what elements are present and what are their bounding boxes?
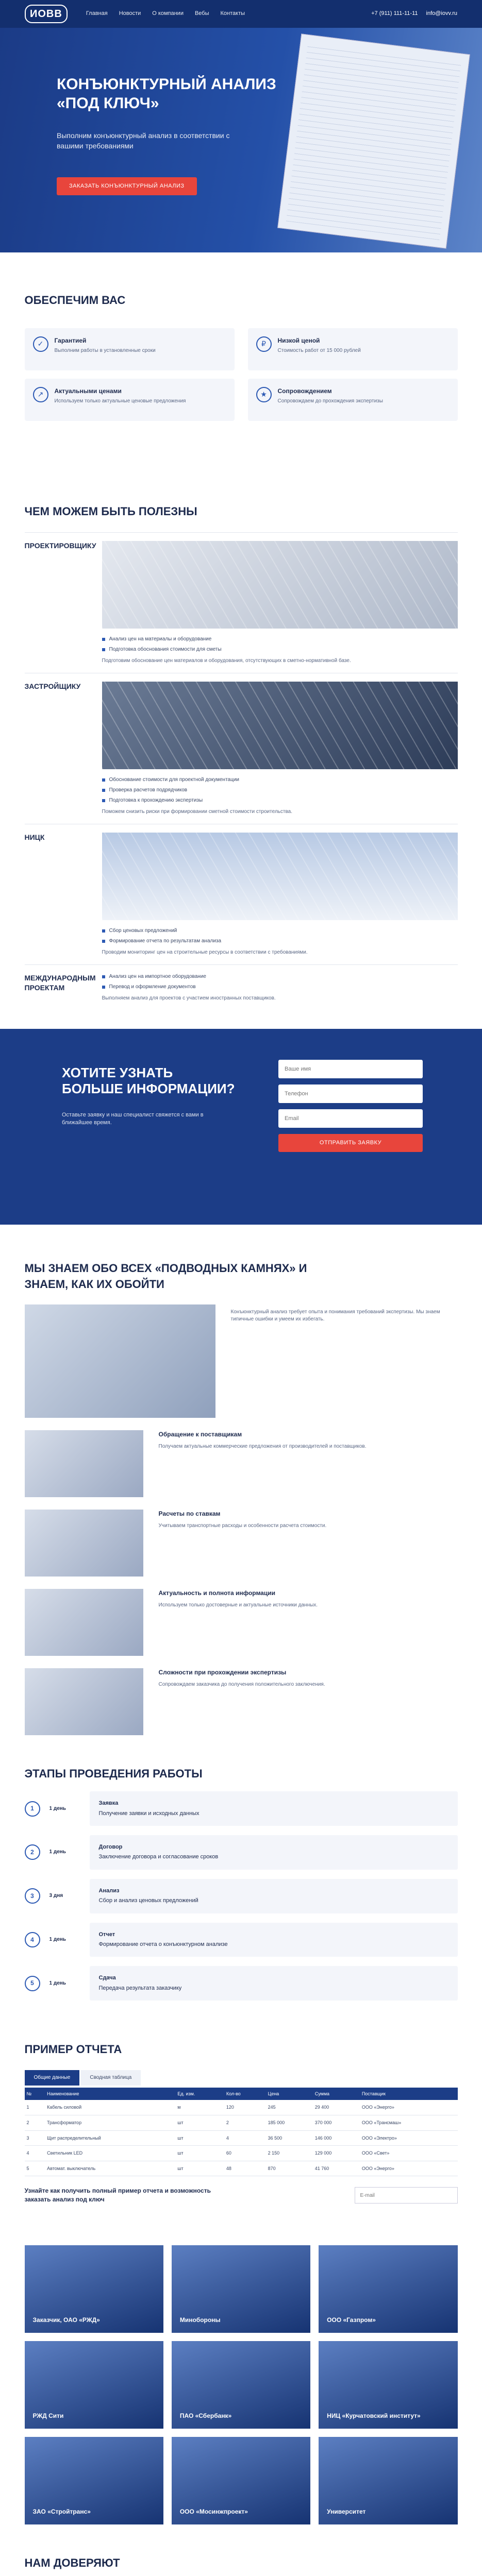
pitfall-text: Получаем актуальные коммерческие предложения от производителей и поставщиков. [158,1444,367,1450]
bullet: Проверка расчетов подрядчиков [102,787,458,794]
pitfall-title: Актуальность и полнота информации [158,1589,275,1597]
card-text: Сопровождаем до прохождения экспертизы [277,398,383,404]
row-text: Выполняем анализ для проектов с участием иностранных поставщиков. [102,995,276,1001]
table-cell: 60 [224,2146,266,2161]
pitfall-title: Сложности при прохождении экспертизы [158,1669,287,1676]
stage-title: Анализ [98,1887,120,1894]
hero-title: КОНЪЮНКТУРНЫЙ АНАЛИЗ «ПОД КЛЮЧ» [57,76,276,112]
hero-subtitle: Выполним конъюнктурный анализ в соответствии с вашими требованиями [57,131,230,150]
stage-title: Сдача [98,1975,116,1981]
stage-title: Отчет [98,1931,115,1938]
table-cell: 2 150 [266,2146,313,2161]
hero [0,28,482,252]
case-card[interactable] [319,2437,457,2524]
column-header: № [25,2088,45,2100]
tab-general[interactable]: Общие данные [25,2070,80,2086]
table-row [25,2146,458,2161]
card-title: Актуальными ценами [54,387,122,395]
building-image [102,682,458,769]
table-cell: 36 500 [266,2130,313,2146]
useful-section [25,468,458,1010]
card-text: Стоимость работ от 15 000 рублей [277,347,361,353]
stage-title: Договор [98,1843,123,1850]
cta-section [0,1029,482,1225]
stages-section [25,1735,458,2001]
pitfall-image [25,1668,143,1735]
table-cell: шт [175,2161,224,2176]
hero-order-button[interactable]: ЗАКАЗАТЬ КОНЪЮНКТУРНЫЙ АНАЛИЗ [57,177,197,195]
case-card[interactable] [319,2245,457,2333]
provide-card [248,328,458,370]
table-cell: 48 [224,2161,266,2176]
case-label: Университет [327,2508,366,2516]
table-cell: 41 760 [313,2161,360,2176]
case-label: Минобороны [179,2316,221,2324]
row-label: ПРОЕКТИРОВЩИКУ [24,541,96,550]
case-card[interactable] [25,2341,163,2429]
cta-submit-button[interactable]: ОТПРАВИТЬ ЗАЯВКУ [278,1134,423,1152]
row-label: МЕЖДУНАРОДНЫМ ПРОЕКТАМ [24,973,96,992]
pitfall-text: Используем только достоверные и актуальные источники данных. [158,1602,318,1608]
table-cell: ООО «Трансмаш» [360,2115,458,2131]
case-card[interactable] [172,2341,310,2429]
logo[interactable]: ИОВВ [25,5,68,23]
provide-card [25,328,235,370]
card-title: Низкой ценой [277,336,320,344]
stages-title: ЭТАПЫ ПРОВЕДЕНИЯ РАБОТЫ [24,1767,203,1781]
cta-title: ХОТИТЕ УЗНАТЬ БОЛЬШЕ ИНФОРМАЦИИ? [62,1064,235,1096]
table-cell: 870 [266,2161,313,2176]
stage-number: 2 [25,1844,40,1860]
useful-row [25,964,458,1010]
name-input[interactable] [278,1060,423,1078]
table-cell: 129 000 [313,2146,360,2161]
pitfall-image [25,1430,143,1497]
card-title: Сопровождением [277,387,332,395]
documents-image [25,1304,215,1418]
stage-number: 4 [25,1932,40,1947]
table-cell: 245 [266,2100,313,2115]
stage-duration: 1 день [49,1849,66,1855]
useful-row [25,673,458,824]
case-card[interactable] [25,2437,163,2524]
document-illustration [277,33,470,248]
pitfall-item [25,1589,458,1656]
table-cell: ООО «Электро» [360,2130,458,2146]
header-phone[interactable]: +7 (911) 111-11-11 [371,10,418,17]
stage-item [25,1835,458,1870]
trust-section [25,2524,458,2576]
table-cell: 146 000 [313,2130,360,2146]
table-cell: шт [175,2130,224,2146]
pitfall-title: Расчеты по ставкам [158,1510,221,1518]
stage-text: Передача результата заказчику [98,1985,182,1991]
table-row [25,2115,458,2131]
table-row [25,2100,458,2115]
trust-title: НАМ ДОВЕРЯЮТ [24,2556,120,2570]
table-cell: 2 [25,2115,45,2131]
table-cell: Кабель силовой [45,2100,175,2115]
column-header: Сумма [313,2088,360,2100]
table-cell: 4 [25,2146,45,2161]
stage-text: Заключение договора и согласование сроков [98,1854,219,1860]
case-label: НИЦ «Курчатовский институт» [327,2412,421,2420]
shield-icon: ✓ [33,336,48,352]
case-label: РЖД Сити [32,2412,64,2420]
case-card[interactable] [172,2437,310,2524]
report-cta-text: Узнайте как получить полный пример отчета и возможность заказать анализ под ключ [24,2187,211,2204]
crane-image [102,833,458,920]
pitfalls-title: МЫ ЗНАЕМ ОБО ВСЕХ «ПОДВОДНЫХ КАМНЯХ» И ЗНАЕМ, КАК ИХ ОБОЙТИ [24,1261,307,1291]
nav-item[interactable]: Контакты [220,10,245,17]
nav-item[interactable]: О компании [152,10,184,17]
column-header: Ед. изм. [175,2088,224,2100]
row-text: Проводим мониторинг цен на строительные ресурсы в соответствии с требованиями. [102,949,308,955]
provide-title: ОБЕСПЕЧИМ ВАС [24,294,126,307]
nav-item[interactable]: Главная [86,10,108,17]
email-input[interactable] [278,1109,423,1128]
case-card[interactable] [172,2245,310,2333]
stage-text: Получение заявки и исходных данных [98,1810,200,1817]
stage-number: 5 [25,1976,40,1991]
report-section [25,2001,458,2204]
pitfall-title: Обращение к поставщикам [158,1431,242,1438]
table-cell: 370 000 [313,2115,360,2131]
bullet: Анализ цен на материалы и оборудование [102,636,458,643]
card-title: Гарантией [54,336,87,344]
useful-row [25,824,458,964]
tab-summary[interactable]: Сводная таблица [80,2070,141,2086]
table-cell: Светильник LED [45,2146,175,2161]
useful-row [25,532,458,673]
handshake-icon: ★ [256,387,272,402]
table-cell: Щит распределительный [45,2130,175,2146]
cases-grid [25,2245,458,2524]
stage-number: 3 [25,1888,40,1904]
chart-icon: ↗ [33,387,48,402]
table-cell: 4 [224,2130,266,2146]
table-cell: ООО «Свет» [360,2146,458,2161]
bullet: Обоснование стоимости для проектной документации [102,776,458,784]
nav-item[interactable]: Новости [119,10,141,17]
row-label: ЗАСТРОЙЩИКУ [24,682,81,690]
table-cell: м [175,2100,224,2115]
ruble-icon: ₽ [256,336,272,352]
table-cell: 5 [25,2161,45,2176]
pitfalls-intro: Конъюнктурный анализ требует опыта и понимания требований экспертизы. Мы знаем типичные ошибки и умеем их избегать. [230,1309,440,1323]
cta-text: Оставьте заявку и наш специалист свяжется с вами в ближайшее время. [62,1111,204,1126]
provide-section [25,252,458,468]
table-cell: 120 [224,2100,266,2115]
bullet: Сбор ценовых предложений [102,927,458,935]
stage-item [25,1966,458,2001]
table-cell: 2 [224,2115,266,2131]
pitfall-item [25,1430,458,1497]
case-label: ЗАО «Стройтранс» [32,2508,91,2516]
header-email[interactable]: info@iovv.ru [426,10,457,17]
table-cell: 185 000 [266,2115,313,2131]
case-card[interactable] [25,2245,163,2333]
bullet: Анализ цен на импортное оборудование [102,973,458,980]
row-label: НИЦК [24,833,45,841]
case-label: ООО «Мосинжпроект» [179,2508,248,2516]
table-row [25,2130,458,2146]
stage-duration: 1 день [49,1805,66,1811]
case-label: ПАО «Сбербанк» [179,2412,232,2420]
pitfall-image [25,1510,143,1577]
column-header: Поставщик [360,2088,458,2100]
table-cell: ООО «Энерго» [360,2161,458,2176]
provide-card [25,379,235,421]
main-nav [86,10,371,18]
table-cell: шт [175,2115,224,2131]
provide-card [248,379,458,421]
table-cell: ООО «Энерго» [360,2100,458,2115]
nav-item[interactable]: Вебы [194,10,209,17]
pitfall-item [25,1668,458,1735]
case-card[interactable] [319,2341,457,2429]
pitfall-item [25,1510,458,1577]
stage-item [25,1879,458,1913]
card-text: Выполним работы в установленные сроки [54,347,156,353]
table-cell: шт [175,2146,224,2161]
bullet: Перевод и оформление документов [102,984,458,991]
useful-title: ЧЕМ МОЖЕМ БЫТЬ ПОЛЕЗНЫ [24,505,197,518]
stage-item [25,1791,458,1826]
row-text: Подготовим обоснование цен материалов и оборудования, отсутствующих в сметно-нормативной базе. [102,657,351,664]
bullet: Подготовка обоснования стоимости для сметы [102,646,458,653]
table-row [25,2161,458,2176]
column-header: Наименование [45,2088,175,2100]
pitfall-text: Сопровождаем заказчика до получения положительного заключения. [158,1682,325,1688]
cta-form [278,1060,423,1152]
stage-text: Формирование отчета о конъюнктурном анализе [98,1941,228,1947]
row-text: Поможем снизить риски при формировании сметной стоимости строительства. [102,808,293,815]
site-header [0,0,482,28]
stage-duration: 1 день [49,1980,66,1986]
stage-title: Заявка [98,1800,119,1807]
table-cell: Трансформатор [45,2115,175,2131]
bullet: Подготовка к прохождению экспертизы [102,797,458,804]
report-table [25,2088,458,2177]
table-cell: 3 [25,2130,45,2146]
stage-duration: 1 день [49,1936,66,1942]
blueprint-image [102,541,458,629]
pitfall-image [25,1589,143,1656]
table-cell: 29 400 [313,2100,360,2115]
card-text: Используем только актуальные ценовые предложения [54,398,186,404]
table-cell: 1 [25,2100,45,2115]
stage-text: Сбор и анализ ценовых предложений [98,1897,198,1904]
pitfalls-section [25,1225,458,1736]
phone-input[interactable] [278,1084,423,1103]
stage-duration: 3 дня [49,1893,63,1899]
case-label: Заказчик, ОАО «РЖД» [32,2316,100,2324]
case-label: ООО «Газпром» [327,2316,376,2324]
column-header: Цена [266,2088,313,2100]
pitfall-text: Учитываем транспортные расходы и особенности расчета стоимости. [158,1523,327,1529]
column-header: Кол-во [224,2088,266,2100]
bullet: Формирование отчета по результатам анализа [102,938,458,945]
report-email-input[interactable] [355,2187,458,2204]
report-title: ПРИМЕР ОТЧЕТА [24,2043,122,2056]
stage-item [25,1923,458,1957]
table-cell: Автомат. выключатель [45,2161,175,2176]
stage-number: 1 [25,1801,40,1817]
